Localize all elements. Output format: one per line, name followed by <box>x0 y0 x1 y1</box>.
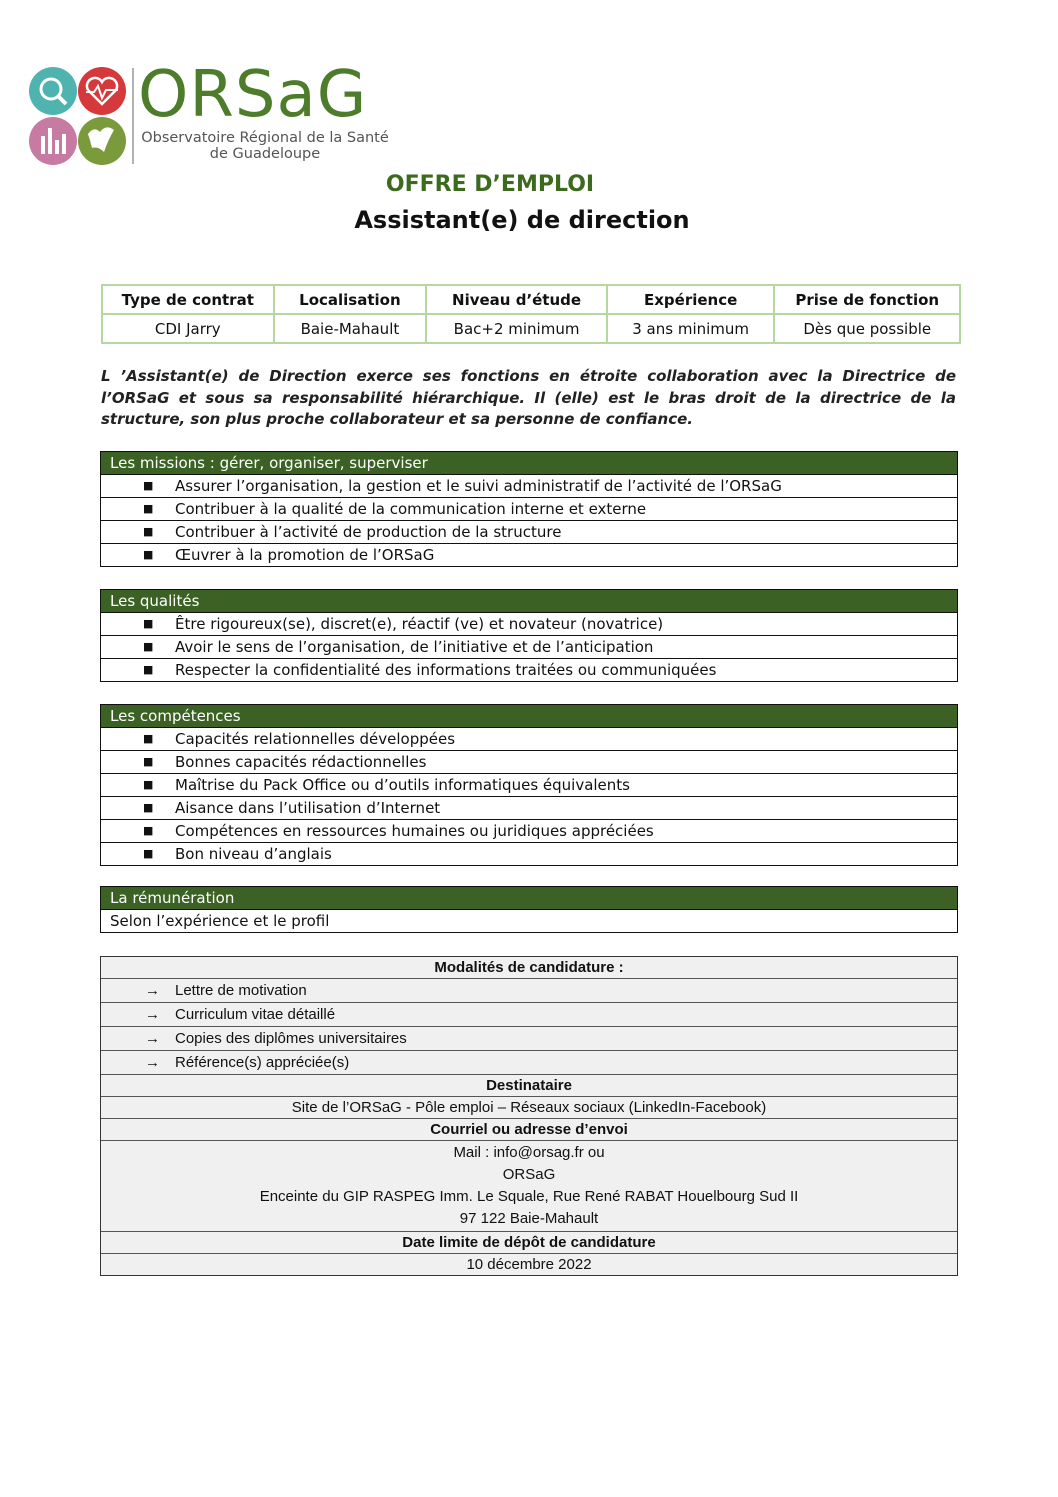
list-item <box>101 543 957 566</box>
list-item <box>101 612 957 635</box>
list-item <box>101 819 957 842</box>
bullet-icon: ■ <box>143 778 154 791</box>
list-item <box>101 474 957 497</box>
courriel-title: Courriel ou adresse d’envoi <box>101 1118 957 1140</box>
list-item <box>101 658 957 681</box>
list-item <box>101 1002 957 1026</box>
bullet-icon: ■ <box>143 732 154 745</box>
bullet-icon: ■ <box>143 824 154 837</box>
job-info-table <box>101 284 961 344</box>
bullet-icon: ■ <box>143 663 154 676</box>
list-item-text: Copies des diplômes universitaires <box>175 1030 407 1047</box>
list-item-text: Lettre de motivation <box>175 982 307 999</box>
missions-title: Les missions : gérer, organiser, superviser <box>101 452 957 474</box>
list-item-text: Curriculum vitae détaillé <box>175 1006 336 1023</box>
bullet-icon: ■ <box>143 640 154 653</box>
courriel-line: ORSaG <box>502 1166 556 1183</box>
date-limite-title: Date limite de dépôt de candidature <box>101 1231 957 1253</box>
modalites-box <box>100 956 958 1276</box>
list-item-text: Référence(s) appréciée(s) <box>175 1054 350 1071</box>
destinataire-title: Destinataire <box>101 1074 957 1096</box>
remuneration-text: Selon l’expérience et le profil <box>101 909 957 932</box>
list-item-text: Contribuer à la qualité de la communication interne et externe <box>175 500 647 518</box>
destinataire-text: Site de l’ORSaG - Pôle emploi – Réseaux sociaux (LinkedIn-Facebook) <box>101 1096 957 1118</box>
list-item-text: Capacités relationnelles développées <box>175 730 456 748</box>
info-header-cell: Type de contrat <box>102 285 274 314</box>
courriel-block <box>101 1140 957 1231</box>
info-value-cell: Dès que possible <box>774 314 960 343</box>
list-item-text: Bon niveau d’anglais <box>175 845 332 863</box>
logo-subtitle <box>140 130 390 162</box>
bar-chart-icon <box>29 117 77 165</box>
courriel-line: Enceinte du GIP RASPEG Imm. Le Squale, Rue René RABAT Houelbourg Sud II <box>259 1188 799 1205</box>
list-item <box>101 750 957 773</box>
list-item <box>101 520 957 543</box>
info-header-row <box>102 285 960 314</box>
courriel-line: 97 122 Baie-Mahault <box>459 1210 599 1227</box>
info-value-cell: Bac+2 minimum <box>426 314 607 343</box>
list-item-text: Assurer l’organisation, la gestion et le suivi administratif de l’activité de l’ORSaG <box>175 477 782 495</box>
intro-paragraph: L ’Assistant(e) de Direction exerce ses fonctions en étroite collaboration avec la Directrice de l’ORSaG et sous sa responsabilité hiérarchique. Il (elle) est le bras droit de la directrice de la structure, son plus proche collaborateur et sa personne de confiance. <box>101 367 956 428</box>
remuneration-section <box>100 886 958 933</box>
list-item-text: Maîtrise du Pack Office ou d’outils informatiques équivalents <box>175 776 630 794</box>
qualites-title: Les qualités <box>101 590 957 612</box>
bullet-icon: ■ <box>143 755 154 768</box>
info-header-cell: Localisation <box>274 285 427 314</box>
missions-section <box>100 451 958 567</box>
list-item <box>101 796 957 819</box>
list-item <box>101 978 957 1002</box>
list-item <box>101 1050 957 1074</box>
arrow-right-icon: → <box>145 1054 160 1071</box>
bullet-icon: ■ <box>143 502 154 515</box>
remuneration-title: La rémunération <box>101 887 957 909</box>
bullet-icon: ■ <box>143 525 154 538</box>
competences-title: Les compétences <box>101 705 957 727</box>
list-item <box>101 773 957 796</box>
heart-icon <box>78 67 126 115</box>
list-item-text: Œuvrer à la promotion de l’ORSaG <box>175 546 435 564</box>
info-value-cell: 3 ans minimum <box>607 314 775 343</box>
info-header-cell: Expérience <box>607 285 775 314</box>
bullet-icon: ■ <box>143 479 154 492</box>
bullet-icon: ■ <box>143 617 154 630</box>
info-value-row <box>102 314 960 343</box>
arrow-right-icon: → <box>145 982 160 999</box>
bullet-icon: ■ <box>143 847 154 860</box>
info-header-cell: Niveau d’étude <box>426 285 607 314</box>
competences-section <box>100 704 958 866</box>
list-item-text: Contribuer à l’activité de production de la structure <box>175 523 562 541</box>
logo-subtitle-line2: de Guadeloupe <box>209 146 321 162</box>
qualites-section <box>100 589 958 682</box>
bullet-icon: ■ <box>143 801 154 814</box>
search-icon <box>29 67 77 115</box>
list-item-text: Respecter la confidentialité des informations traitées ou communiquées <box>175 661 717 679</box>
info-value-cell: Baie-Mahault <box>274 314 427 343</box>
bullet-icon: ■ <box>143 548 154 561</box>
job-title: Assistant(e) de direction <box>354 206 690 234</box>
list-item <box>101 1026 957 1050</box>
list-item <box>101 842 957 865</box>
list-item <box>101 727 957 750</box>
list-item-text: Avoir le sens de l’organisation, de l’initiative et de l’anticipation <box>175 638 654 656</box>
list-item-text: Aisance dans l’utilisation d’Internet <box>175 799 441 817</box>
list-item <box>101 635 957 658</box>
list-item-text: Compétences en ressources humaines ou juridiques appréciées <box>175 822 654 840</box>
logo-subtitle-line1: Observatoire Régional de la Santé <box>141 130 389 146</box>
list-item-text: Être rigoureux(se), discret(e), réactif (ve) et novateur (novatrice) <box>175 615 664 633</box>
modalites-title: Modalités de candidature : <box>434 959 624 976</box>
logo-wordmark: ORSaG <box>138 58 368 132</box>
list-item-text: Bonnes capacités rédactionnelles <box>175 753 427 771</box>
arrow-right-icon: → <box>145 1030 160 1047</box>
courriel-line: Mail : info@orsag.fr ou <box>453 1144 605 1161</box>
offer-heading: OFFRE D’EMPLOI <box>385 172 595 197</box>
list-item <box>101 497 957 520</box>
info-value-cell: CDI Jarry <box>102 314 274 343</box>
date-limite-value: 10 décembre 2022 <box>101 1253 957 1275</box>
arrow-right-icon: → <box>145 1006 160 1023</box>
info-header-cell: Prise de fonction <box>774 285 960 314</box>
